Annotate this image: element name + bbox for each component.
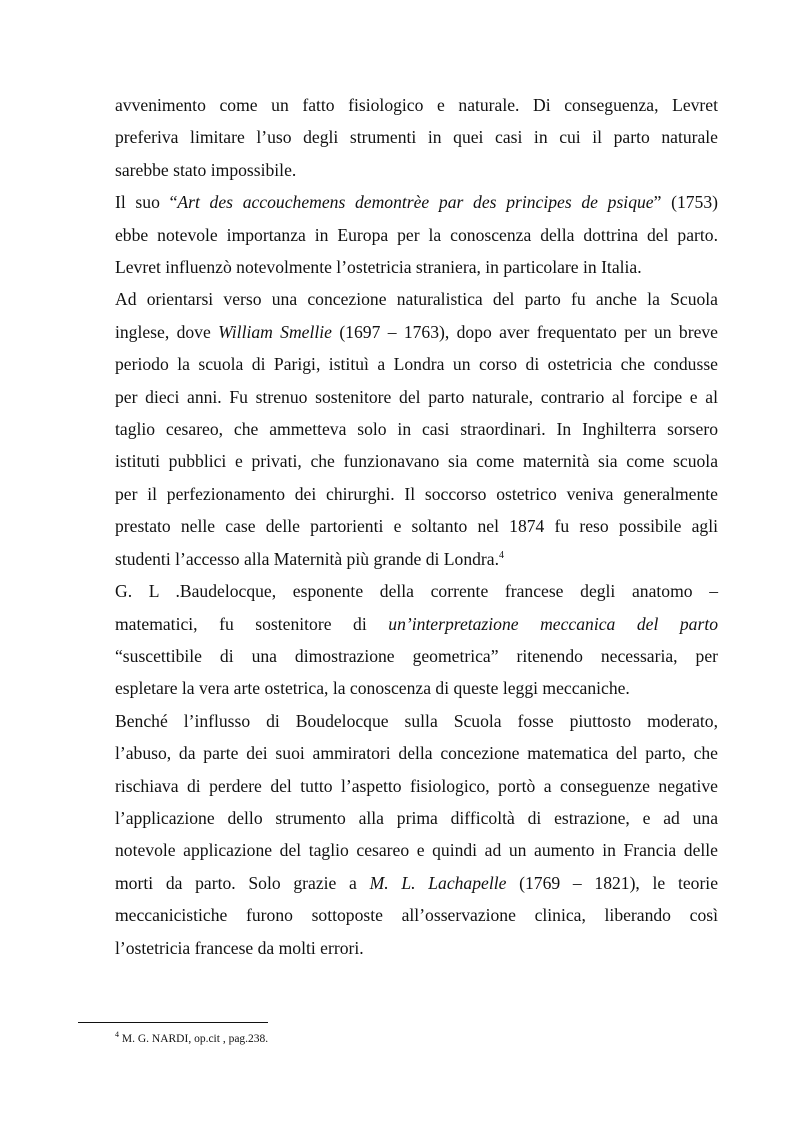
text-run: studenti l’accesso alla Maternità più grande di Londra.	[115, 548, 499, 569]
footnote-number: 4	[115, 1030, 119, 1040]
footnote	[115, 1031, 268, 1047]
text-line: istituti pubblici e privati, che funzionavano sia come maternità sia come scuola	[115, 451, 718, 472]
text-run: ” (1753)	[653, 192, 718, 213]
text-line: avvenimento come un fatto fisiologico e naturale. Di conseguenza, Levret	[115, 95, 718, 115]
paragraph-5	[115, 705, 718, 964]
text-run: inglese, dove	[115, 321, 219, 342]
paragraph-2	[115, 186, 718, 283]
paragraph-3	[115, 283, 718, 575]
text-line: Benché l’influsso di Boudelocque sulla Scuola fosse piuttosto moderato,	[115, 710, 718, 731]
person-name: William Smellie	[218, 321, 332, 342]
text-line: meccanicistiche furono sottoposte all’osservazione clinica, liberando così	[115, 905, 718, 926]
text-line	[115, 608, 718, 640]
footnote-divider	[78, 1022, 268, 1023]
text-line: “suscettibile di una dimostrazione geometrica” ritenendo necessaria, per	[115, 645, 718, 666]
text-line: Ad orientarsi verso una concezione naturalistica del parto fu anche la Scuola	[115, 289, 718, 310]
text-line: Levret influenzò notevolmente l’ostetricia straniera, in particolare in Italia.	[115, 257, 642, 278]
text-line: per il perfezionamento dei chirurghi. Il soccorso ostetrico veniva generalmente	[115, 483, 718, 504]
text-line: notevole applicazione del taglio cesareo e quindi ad un aumento in Francia delle	[115, 840, 718, 861]
text-line: l’applicazione dello strumento alla prima difficoltà di estrazione, e ad una	[115, 807, 718, 828]
text-line: espletare la vera arte ostetrica, la conoscenza di queste leggi meccaniche.	[115, 678, 630, 699]
text-line: periodo la scuola di Parigi, istituì a Londra un corso di ostetricia che condusse	[115, 354, 718, 375]
text-run: morti da parto. Solo grazie a	[115, 872, 370, 893]
footnote-text: M. G. NARDI, op.cit , pag.238.	[119, 1033, 269, 1045]
paragraph-4	[115, 575, 718, 705]
emphasis: un’interpretazione meccanica del parto	[388, 613, 719, 634]
text-line: rischiava di perdere del tutto l’aspetto fisiologico, portò a conseguenze negative	[115, 775, 718, 796]
book-title: Art des accouchemens demontrèe par des principes de psique	[177, 192, 654, 213]
text-run: matematici, fu sostenitore di	[115, 613, 389, 634]
text-run: Il suo “	[115, 192, 178, 213]
text-line	[115, 867, 718, 899]
text-run: (1697 – 1763), dopo aver frequentato per un breve	[331, 321, 718, 342]
footnote-reference[interactable]: 4	[499, 549, 504, 561]
text-line: ebbe notevole importanza in Europa per la conoscenza della dottrina del parto.	[115, 224, 718, 245]
text-line: sarebbe stato impossibile.	[115, 159, 297, 180]
text-line	[115, 543, 718, 575]
text-line: per dieci anni. Fu strenuo sostenitore del parto naturale, contrario al forcipe e al	[115, 386, 718, 407]
person-name: M. L. Lachapelle	[369, 872, 507, 893]
text-line: preferiva limitare l’uso degli strumenti in quei casi in cui il parto naturale	[115, 127, 718, 148]
text-line	[115, 316, 718, 348]
document-body	[115, 89, 718, 964]
text-line	[115, 186, 718, 218]
text-line: l’ostetricia francese da molti errori.	[115, 937, 364, 958]
text-run: (1769 – 1821), le teorie	[506, 872, 718, 893]
text-line: taglio cesareo, che ammetteva solo in casi straordinari. In Inghilterra sorsero	[115, 419, 718, 440]
paragraph-1	[115, 89, 718, 186]
text-line: prestato nelle case delle partorienti e soltanto nel 1874 fu reso possibile agli	[115, 516, 718, 537]
text-line: G. L .Baudelocque, esponente della corrente francese degli anatomo –	[115, 581, 718, 602]
text-line: l’abuso, da parte dei suoi ammiratori della concezione matematica del parto, che	[115, 743, 718, 764]
